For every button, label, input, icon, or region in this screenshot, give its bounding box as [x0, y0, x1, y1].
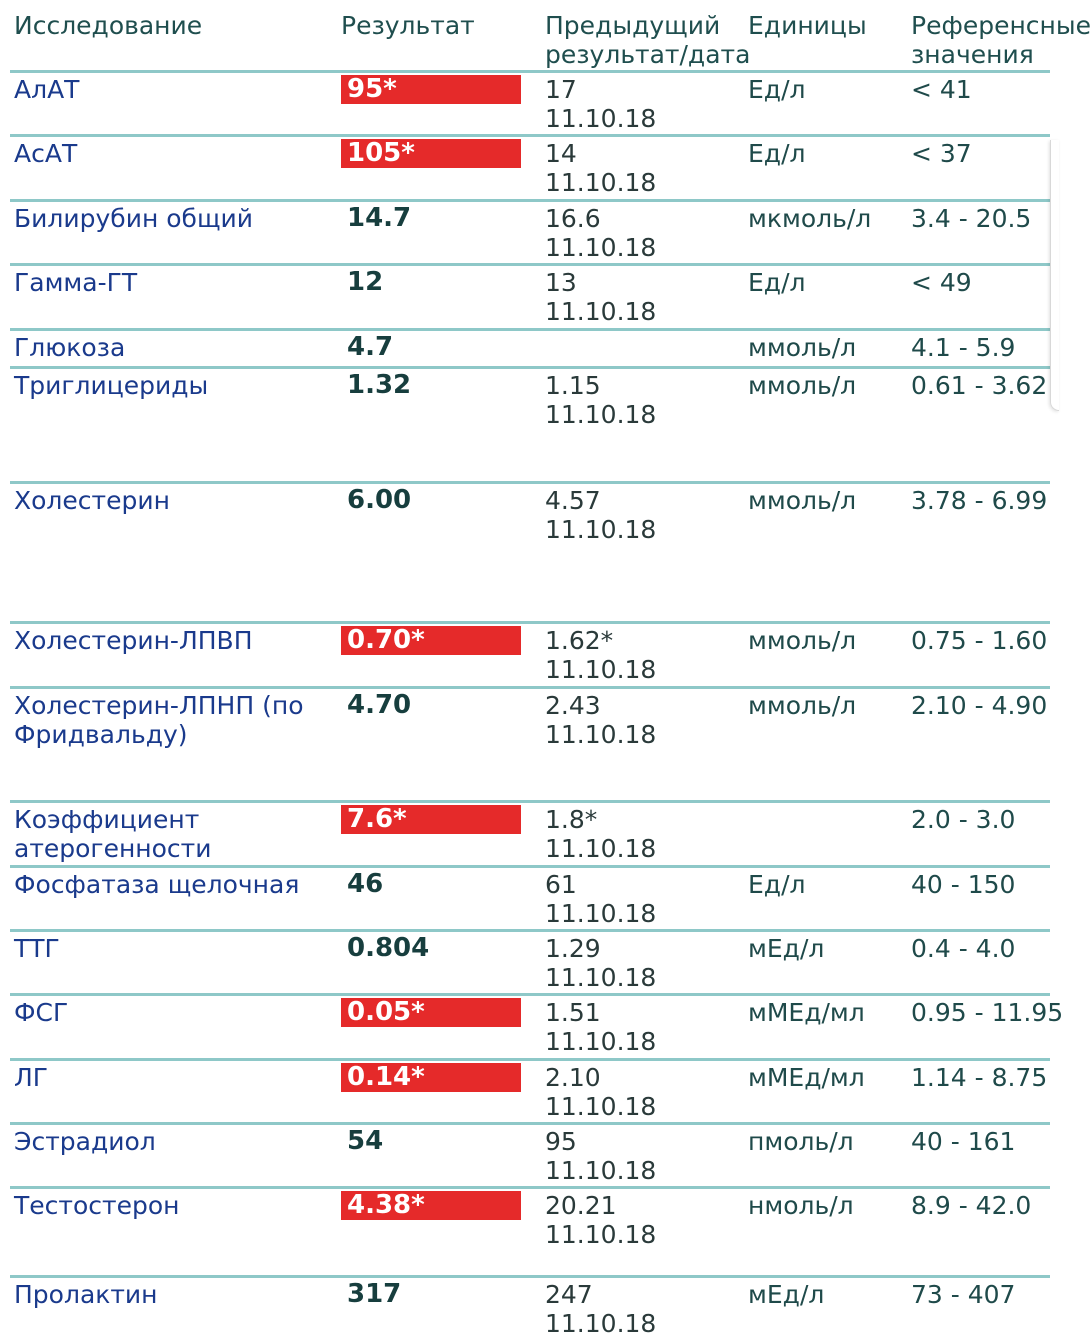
- result-value: 54: [347, 1126, 384, 1156]
- row-divider: [10, 993, 1050, 996]
- header-ref-line1: Референсные: [911, 11, 1091, 40]
- previous-result: [545, 870, 740, 928]
- row-divider: [10, 621, 1050, 624]
- result-value: 14.7: [347, 203, 412, 233]
- reference-range: 0.4 - 4.0: [911, 934, 1016, 963]
- units: мкмоль/л: [748, 204, 872, 233]
- row-divider: [10, 70, 1050, 73]
- previous-date: 11.10.18: [545, 297, 657, 326]
- result-value-flagged: 0.14*: [341, 1063, 521, 1092]
- row-divider: [10, 1122, 1050, 1125]
- header-name: Исследование: [14, 11, 203, 40]
- row-divider: [10, 865, 1050, 868]
- previous-date: 11.10.18: [545, 963, 657, 992]
- test-name: Тестостерон: [14, 1191, 180, 1220]
- previous-date: 11.10.18: [545, 1220, 657, 1249]
- previous-result: [545, 998, 740, 1056]
- reference-range: 4.1 - 5.9: [911, 333, 1016, 362]
- previous-date: 11.10.18: [545, 834, 657, 863]
- header-prev-line1: Предыдущий: [545, 11, 721, 40]
- previous-value: 2.10: [545, 1063, 601, 1092]
- reference-range: 1.14 - 8.75: [911, 1063, 1048, 1092]
- previous-result: [545, 75, 740, 133]
- reference-range: 0.61 - 3.62: [911, 371, 1048, 400]
- row-divider: [10, 366, 1050, 369]
- row-divider: [10, 328, 1050, 331]
- test-name: АлАТ: [14, 75, 80, 104]
- result-value: 6.00: [347, 485, 412, 515]
- previous-value: 2.43: [545, 691, 601, 720]
- test-name: Холестерин-ЛПНП (по Фридвальду): [14, 691, 304, 749]
- previous-date: 11.10.18: [545, 104, 657, 133]
- header-prev-line2: результат/дата: [545, 40, 751, 69]
- units: пмоль/л: [748, 1127, 854, 1156]
- previous-value: 1.62*: [545, 626, 614, 655]
- previous-result: [545, 1127, 740, 1185]
- row-divider: [10, 199, 1050, 202]
- units: ммоль/л: [748, 626, 857, 655]
- result-value-flagged: 7.6*: [341, 805, 521, 834]
- result-value: 317: [347, 1279, 402, 1309]
- previous-result: [545, 1191, 740, 1249]
- units: Ед/л: [748, 75, 806, 104]
- row-divider: [10, 929, 1050, 932]
- previous-result: [545, 805, 740, 863]
- previous-date: 11.10.18: [545, 233, 657, 262]
- previous-value: 1.8*: [545, 805, 598, 834]
- previous-value: 61: [545, 870, 577, 899]
- result-value: 4.7: [347, 332, 394, 362]
- result-value-flagged: 0.05*: [341, 998, 521, 1027]
- units: ммоль/л: [748, 691, 857, 720]
- previous-result: [545, 268, 740, 326]
- previous-value: 13: [545, 268, 577, 297]
- previous-value: 247: [545, 1280, 593, 1309]
- previous-result: [545, 691, 740, 749]
- units: нмоль/л: [748, 1191, 854, 1220]
- reference-range: < 49: [911, 268, 972, 297]
- units: мМЕд/мл: [748, 1063, 865, 1092]
- previous-result: [545, 371, 740, 429]
- test-name: ФСГ: [14, 998, 69, 1027]
- header-result: Результат: [341, 11, 475, 40]
- row-divider: [10, 1275, 1050, 1278]
- previous-value: 16.6: [545, 204, 601, 233]
- units: мМЕд/мл: [748, 998, 865, 1027]
- previous-result: [545, 486, 740, 544]
- result-value: 0.804: [347, 933, 430, 963]
- result-value: 1.32: [347, 370, 412, 400]
- reference-range: 0.95 - 11.95: [911, 998, 1064, 1027]
- result-value: 4.70: [347, 690, 412, 720]
- previous-date: 11.10.18: [545, 515, 657, 544]
- test-name: Холестерин: [14, 486, 170, 515]
- row-divider: [10, 481, 1050, 484]
- reference-range: 40 - 161: [911, 1127, 1016, 1156]
- units: мЕд/л: [748, 934, 825, 963]
- previous-value: 1.15: [545, 371, 601, 400]
- test-name: ЛГ: [14, 1063, 49, 1092]
- row-divider: [10, 1186, 1050, 1189]
- previous-value: 1.51: [545, 998, 601, 1027]
- reference-range: 2.10 - 4.90: [911, 691, 1048, 720]
- previous-value: 17: [545, 75, 577, 104]
- row-divider: [10, 800, 1050, 803]
- result-value: 46: [347, 869, 384, 899]
- units: мЕд/л: [748, 1280, 825, 1309]
- previous-value: 20.21: [545, 1191, 617, 1220]
- previous-date: 11.10.18: [545, 168, 657, 197]
- reference-range: < 37: [911, 139, 972, 168]
- reference-range: 0.75 - 1.60: [911, 626, 1048, 655]
- previous-value: 14: [545, 139, 577, 168]
- reference-range: < 41: [911, 75, 972, 104]
- row-divider: [10, 134, 1050, 137]
- result-value-flagged: 4.38*: [341, 1191, 521, 1220]
- reference-range: 2.0 - 3.0: [911, 805, 1016, 834]
- reference-range: 8.9 - 42.0: [911, 1191, 1032, 1220]
- reference-range: 3.78 - 6.99: [911, 486, 1048, 515]
- previous-date: 11.10.18: [545, 1309, 657, 1338]
- header-units: Единицы: [748, 11, 867, 40]
- test-name: Билирубин общий: [14, 204, 254, 233]
- units: Ед/л: [748, 139, 806, 168]
- page-scroll-edge: [1050, 140, 1059, 411]
- reference-range: 3.4 - 20.5: [911, 204, 1032, 233]
- previous-date: 11.10.18: [545, 1156, 657, 1185]
- result-value: 12: [347, 267, 384, 297]
- previous-value: 4.57: [545, 486, 601, 515]
- previous-date: 11.10.18: [545, 1092, 657, 1121]
- test-name: Фосфатаза щелочная: [14, 870, 300, 899]
- row-divider: [10, 686, 1050, 689]
- previous-date: 11.10.18: [545, 1027, 657, 1056]
- test-name: Гамма-ГТ: [14, 268, 138, 297]
- result-value-flagged: 95*: [341, 75, 521, 104]
- previous-result: [545, 1280, 740, 1338]
- test-name: Холестерин-ЛПВП: [14, 626, 253, 655]
- units: ммоль/л: [748, 371, 857, 400]
- test-name: Коэффициент атерогенности: [14, 805, 212, 863]
- previous-value: 95: [545, 1127, 577, 1156]
- previous-date: 11.10.18: [545, 720, 657, 749]
- row-divider: [10, 1058, 1050, 1061]
- reference-range: 40 - 150: [911, 870, 1016, 899]
- test-name: ТТГ: [14, 934, 60, 963]
- previous-result: [545, 139, 740, 197]
- test-name: АсАТ: [14, 139, 78, 168]
- previous-result: [545, 1063, 740, 1121]
- units: Ед/л: [748, 268, 806, 297]
- previous-value: 1.29: [545, 934, 601, 963]
- previous-date: 11.10.18: [545, 400, 657, 429]
- previous-date: 11.10.18: [545, 655, 657, 684]
- units: ммоль/л: [748, 333, 857, 362]
- result-value-flagged: 105*: [341, 139, 521, 168]
- reference-range: 73 - 407: [911, 1280, 1016, 1309]
- previous-result: [545, 626, 740, 684]
- test-name: Эстрадиол: [14, 1127, 156, 1156]
- units: Ед/л: [748, 870, 806, 899]
- test-name: Пролактин: [14, 1280, 158, 1309]
- test-name: Глюкоза: [14, 333, 126, 362]
- result-value-flagged: 0.70*: [341, 626, 521, 655]
- previous-date: 11.10.18: [545, 899, 657, 928]
- header-ref-line2: значения: [911, 40, 1034, 69]
- previous-result: [545, 934, 740, 992]
- test-name: Триглицериды: [14, 371, 209, 400]
- row-divider: [10, 263, 1050, 266]
- previous-result: [545, 204, 740, 262]
- units: ммоль/л: [748, 486, 857, 515]
